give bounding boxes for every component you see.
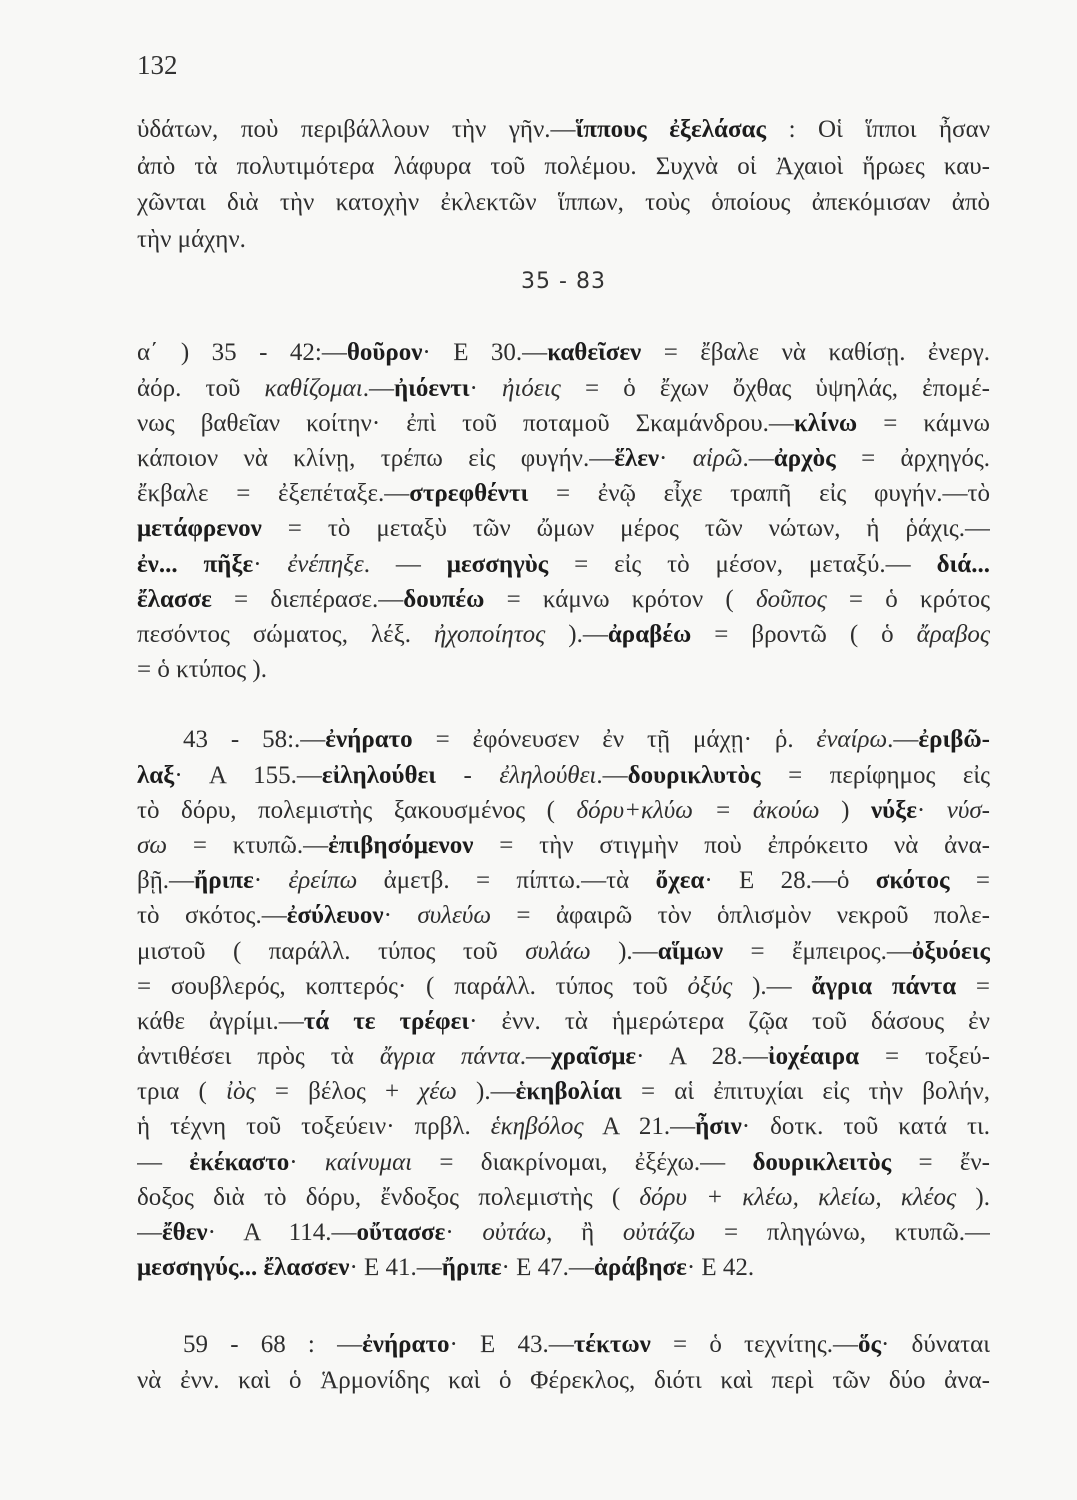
italic-term: ἰὸς: [226, 1078, 256, 1106]
text-run: = εἰς τὸ μέσον, μεταξύ.—: [548, 550, 937, 578]
text-run: = περίφημος εἰς: [760, 761, 990, 789]
italic-term: συλεύω: [417, 902, 491, 930]
text-run: ἀμετβ. = πίπτω.—τὰ: [357, 867, 656, 895]
text-run: ·: [253, 550, 288, 578]
text-run: = ὁ κρότος: [826, 585, 990, 613]
text-line: [137, 1327, 990, 1362]
text-run: ).—: [545, 620, 608, 648]
text-line: [137, 1004, 990, 1039]
text-line: [137, 793, 990, 828]
text-run: ·: [383, 902, 418, 930]
italic-term: καίνυμαι: [324, 1148, 413, 1176]
text-line: [137, 406, 990, 441]
paragraph-continuation: [137, 112, 990, 258]
headword: ἐν... πῆξε: [137, 550, 254, 578]
text-run: = ὁ ἔχων ὄχθας ὑψηλάς, ἐπομέ-: [560, 374, 990, 402]
text-line: [137, 547, 990, 582]
text-run: = ἐφόνευσεν ἐν τῇ μάχῃ· ῥ.: [412, 726, 817, 754]
text-run: 43 - 58:.—: [183, 726, 326, 754]
italic-term: ἐνέπηξε: [287, 550, 364, 578]
headword: μεσσηγὺς: [446, 550, 549, 578]
italic-term: δοῦπος: [755, 585, 827, 613]
text-run: = τοξεύ-: [859, 1043, 990, 1071]
text-run: = ὁ τεχνίτης.—: [650, 1331, 858, 1359]
text-line: [137, 1180, 990, 1215]
headword: εἰληλούθει: [321, 761, 436, 789]
text-run: νως βαθεῖαν κοίτην· ἐπὶ τοῦ ποταμοῦ Σκαμάνδρου.—: [137, 409, 794, 437]
headword: ἤριπε: [194, 867, 254, 895]
text-line: [137, 441, 990, 476]
text-run: τὸ δόρυ, πολεμιστὴς ξακουσμένος (: [137, 796, 577, 824]
text-run: : Οἱ ἵπποι ἦσαν: [766, 116, 990, 143]
paragraph-lines-59-68: [137, 1327, 990, 1397]
italic-term: συλάω: [525, 937, 591, 965]
text-run: κάποιον νὰ κλίνῃ, τρέπω εἰς φυγήν.—: [137, 444, 615, 472]
text-line: [137, 1250, 990, 1285]
headword: οὔτασσε: [356, 1219, 446, 1247]
headword: αἵμων: [657, 937, 724, 965]
headword: δουπέω: [403, 585, 485, 613]
italic-term: ἐναίρω: [816, 726, 888, 754]
headword: ἐπιβησόμενον: [328, 831, 474, 859]
italic-term: καθίζομαι: [264, 374, 363, 402]
headword: ὀξυόεις: [911, 937, 990, 965]
text-line: [137, 1109, 990, 1144]
text-run: · Α 28.—: [636, 1043, 768, 1071]
text-run: · Ε 42.: [686, 1254, 755, 1282]
headword: ἐνήρατο: [325, 726, 413, 754]
text-line: [137, 1039, 990, 1074]
text-line: [137, 617, 990, 652]
headword: διά...: [936, 550, 990, 578]
headword: μεσσηγύς... ἔλασσεν: [137, 1254, 350, 1282]
text-run: ἔκβαλε = ἐξεπέταξε.—: [137, 480, 410, 508]
italic-term: ὀξύς: [687, 972, 733, 1000]
text-run: ): [819, 796, 871, 824]
text-run: ).—: [732, 972, 812, 1000]
text-line: [137, 222, 990, 259]
italic-term: νύσ-: [946, 796, 990, 824]
text-line: [137, 863, 990, 898]
paragraph-lines-35-42: [137, 335, 990, 687]
headword: καθεῖσεν: [547, 339, 642, 367]
headword: στρεφθέντι: [409, 480, 529, 508]
headword: ἐσύλευον: [286, 902, 384, 930]
text-line: [137, 1215, 990, 1250]
italic-term: οὐτάω: [482, 1219, 547, 1247]
text-run: .—: [362, 374, 394, 402]
text-run: .—: [742, 444, 774, 472]
text-run: 59 - 68 : —: [183, 1331, 363, 1359]
italic-term: χέω: [418, 1078, 457, 1106]
text-run: · Α 114.—: [207, 1219, 357, 1247]
text-line: [137, 652, 990, 687]
page-number: 132: [137, 50, 178, 80]
text-run: = κάμνω κρότον (: [484, 585, 756, 613]
headword: ἀρχὸς: [773, 444, 836, 472]
text-run: ἀπὸ τὰ πολυτιμότερα λάφυρα τοῦ πολέμου. Συχνὰ οἱ Ἀχαιοὶ ἥρωες καυ-: [137, 152, 990, 180]
italic-term: ἠιόεις: [502, 374, 561, 402]
text-run: πεσόντος σώματος, λέξ.: [137, 620, 434, 648]
text-run: = ἔν-: [891, 1148, 990, 1176]
text-run: = τὴν στιγμὴν ποὺ ἐπρόκειτο νὰ ἀνα-: [473, 831, 990, 859]
text-line: [137, 828, 990, 863]
text-run: =: [956, 972, 990, 1000]
headword: ἀράβησε: [593, 1254, 687, 1282]
headword: μετάφρενον: [137, 515, 262, 543]
text-run: .—: [519, 1043, 551, 1071]
text-run: · Ε 30.—: [422, 339, 548, 367]
text-line: [137, 758, 990, 793]
headword: ἠιόεντι: [393, 374, 470, 402]
headword: τά τε τρέφει: [303, 1007, 470, 1035]
headword: ἐνήρατο: [362, 1331, 450, 1359]
text-run: —: [137, 1148, 190, 1176]
section-heading: 35 - 83: [521, 269, 606, 294]
text-run: τὸ σκότος.—: [137, 902, 287, 930]
text-run: νὰ ἐνν. καὶ ὁ Ἁρμονίδης καὶ ὁ Φέρεκλος, διότι καὶ περὶ τῶν δύο ἀνα-: [137, 1366, 990, 1394]
text-run: βῇ.—: [137, 867, 195, 895]
text-line: [137, 476, 990, 511]
text-run: . —: [363, 550, 447, 578]
text-run: ἀντιθέσει πρὸς τὰ: [137, 1043, 380, 1071]
headword: ἕλεν: [614, 444, 660, 472]
italic-term: ἄγρια πάντα: [379, 1043, 520, 1071]
text-run: τρια (: [137, 1078, 227, 1106]
text-line: [137, 582, 990, 617]
text-run: ).—: [590, 937, 658, 965]
text-run: κάθε ἀγρίμι.—: [137, 1007, 304, 1035]
text-run: Α 21.—: [583, 1113, 696, 1141]
text-line: [137, 511, 990, 546]
italic-term: σω: [137, 831, 167, 859]
text-run: -: [436, 761, 500, 789]
text-run: ·: [916, 796, 947, 824]
text-line: [137, 335, 990, 370]
headword: ἰοχέαιρα: [767, 1043, 860, 1071]
text-line: [137, 898, 990, 933]
text-run: =: [949, 867, 990, 895]
headword: δουρικλυτὸς: [627, 761, 761, 789]
text-run: = διακρίνομαι, ἐξέχω.—: [412, 1148, 753, 1176]
text-run: · Ε 43.—: [449, 1331, 574, 1359]
italic-term: ἐληλούθει: [499, 761, 597, 789]
headword: ὄχεα: [655, 867, 705, 895]
headword: ἀραβέω: [607, 620, 692, 648]
text-run: = κάμνω: [857, 409, 990, 437]
text-run: = ἀρχηγός.: [835, 444, 990, 472]
text-line: [137, 722, 990, 757]
italic-term: ἑκηβόλος: [490, 1113, 584, 1141]
text-run: = βροντῶ ( ὁ: [691, 620, 917, 648]
text-run: ·: [469, 374, 503, 402]
text-run: .—: [887, 726, 919, 754]
text-line: [137, 112, 990, 149]
text-run: μιστοῦ ( παράλλ. τύπος τοῦ: [137, 937, 526, 965]
italic-term: δόρυ+κλύω = ἀκούω: [576, 796, 820, 824]
text-run: ·: [253, 867, 289, 895]
text-run: = κτυπῶ.—: [166, 831, 329, 859]
text-run: = σουβλερός, κοπτερός· ( παράλλ. τύπος τοῦ: [137, 972, 688, 1000]
headword: ἔλασσε: [137, 585, 212, 613]
text-run: · Α 155.—: [174, 761, 322, 789]
text-run: · ἐνν. τὰ ἡμερώτερα ζῷα τοῦ δάσους ἐν: [469, 1007, 990, 1035]
text-run: , ἢ: [546, 1219, 623, 1247]
text-run: = ἔμπειρος.—: [723, 937, 912, 965]
text-run: = αἱ ἐπιτυχίαι εἰς τὴν βολήν,: [621, 1078, 990, 1106]
headword: τέκτων: [573, 1331, 651, 1359]
italic-term: ἐρείπω: [288, 867, 358, 895]
headword: θοῦρον: [346, 339, 423, 367]
text-run: ἡ τέχνη τοῦ τοξεύειν· πρβλ.: [137, 1113, 491, 1141]
italic-term: ἄραβος: [916, 620, 990, 648]
text-run: ἀόρ. τοῦ: [137, 374, 265, 402]
headword: ἵππους ἐξελάσας: [575, 116, 767, 143]
text-run: χῶνται διὰ τὴν κατοχὴν ἐκλεκτῶν ἵππων, τοὺς ὁποίους ἀπεκόμισαν ἀπὸ: [137, 189, 990, 217]
text-run: · Ε 41.—: [349, 1254, 442, 1282]
italic-term: δόρυ + κλέω, κλείω, κλέος: [639, 1183, 957, 1211]
headword: ἔθεν: [162, 1219, 208, 1247]
text-run: · Ε 28.—ὁ: [704, 867, 876, 895]
text-run: · δοτκ. τοῦ κατά τι.: [741, 1113, 990, 1141]
text-run: ).: [956, 1183, 990, 1211]
text-line: [137, 371, 990, 406]
headword: ἄγρια πάντα: [811, 972, 957, 1000]
text-run: · δύναται: [881, 1331, 990, 1359]
text-run: .—: [596, 761, 628, 789]
text-line: [137, 934, 990, 969]
headword: δουρικλειτὸς: [752, 1148, 892, 1176]
headword: κλίνω: [793, 409, 858, 437]
text-run: = ἔβαλε νὰ καθίσῃ. ἐνεργ.: [641, 339, 990, 367]
text-run: ).—: [456, 1078, 516, 1106]
text-run: · Ε 47.—: [501, 1254, 594, 1282]
text-line: [137, 1145, 990, 1180]
text-run: = πληγώνω, κτυπῶ.—: [695, 1219, 990, 1247]
paragraph-lines-43-58: [137, 722, 990, 1285]
headword: χραῖσμε: [550, 1043, 637, 1071]
headword: ἦσιν: [695, 1113, 742, 1141]
text-run: ·: [289, 1148, 325, 1176]
italic-term: ἠχοποίητος: [433, 620, 546, 648]
headword: ἐκέκαστο: [189, 1148, 290, 1176]
text-run: = ἐνῷ εἶχε τραπῆ εἰς φυγήν.—τὸ: [528, 480, 990, 508]
text-run: = ἀφαιρῶ τὸν ὁπλισμὸν νεκροῦ πολε-: [490, 902, 990, 930]
text-run: —: [137, 1219, 162, 1247]
headword: ὅς: [857, 1331, 882, 1359]
italic-term: αἱρῶ: [692, 444, 743, 472]
headword: νύξε: [870, 796, 917, 824]
text-run: = τὸ μεταξὺ τῶν ὤμων μέρος τῶν νώτων, ἡ ῥάχις.—: [261, 515, 990, 543]
text-line: [137, 1074, 990, 1109]
text-line: [137, 969, 990, 1004]
text-run: ·: [445, 1219, 483, 1247]
text-run: δοξος διὰ τὸ δόρυ, ἔνδοξος πολεμιστὴς (: [137, 1183, 640, 1211]
text-line: [137, 149, 990, 186]
text-run: = βέλος +: [255, 1078, 419, 1106]
italic-term: οὐτάζω: [622, 1219, 696, 1247]
text-run: ὑδάτων, ποὺ περιβάλλουν τὴν γῆν.—: [137, 116, 576, 143]
headword: σκότος: [875, 867, 950, 895]
text-run: α΄ ) 35 - 42:—: [137, 339, 347, 367]
headword: ἑκηβολίαι: [515, 1078, 622, 1106]
headword: λαξ: [137, 761, 175, 789]
headword: ἤριπε: [441, 1254, 502, 1282]
text-run: = διεπέρασε.—: [211, 585, 404, 613]
text-run: ·: [659, 444, 693, 472]
text-line: [137, 185, 990, 222]
text-run: = ὁ κτύπος ).: [137, 656, 267, 684]
text-run: τὴν μάχην.: [137, 225, 246, 253]
headword: ἐριβῶ-: [918, 726, 990, 754]
text-line: [137, 1363, 990, 1398]
